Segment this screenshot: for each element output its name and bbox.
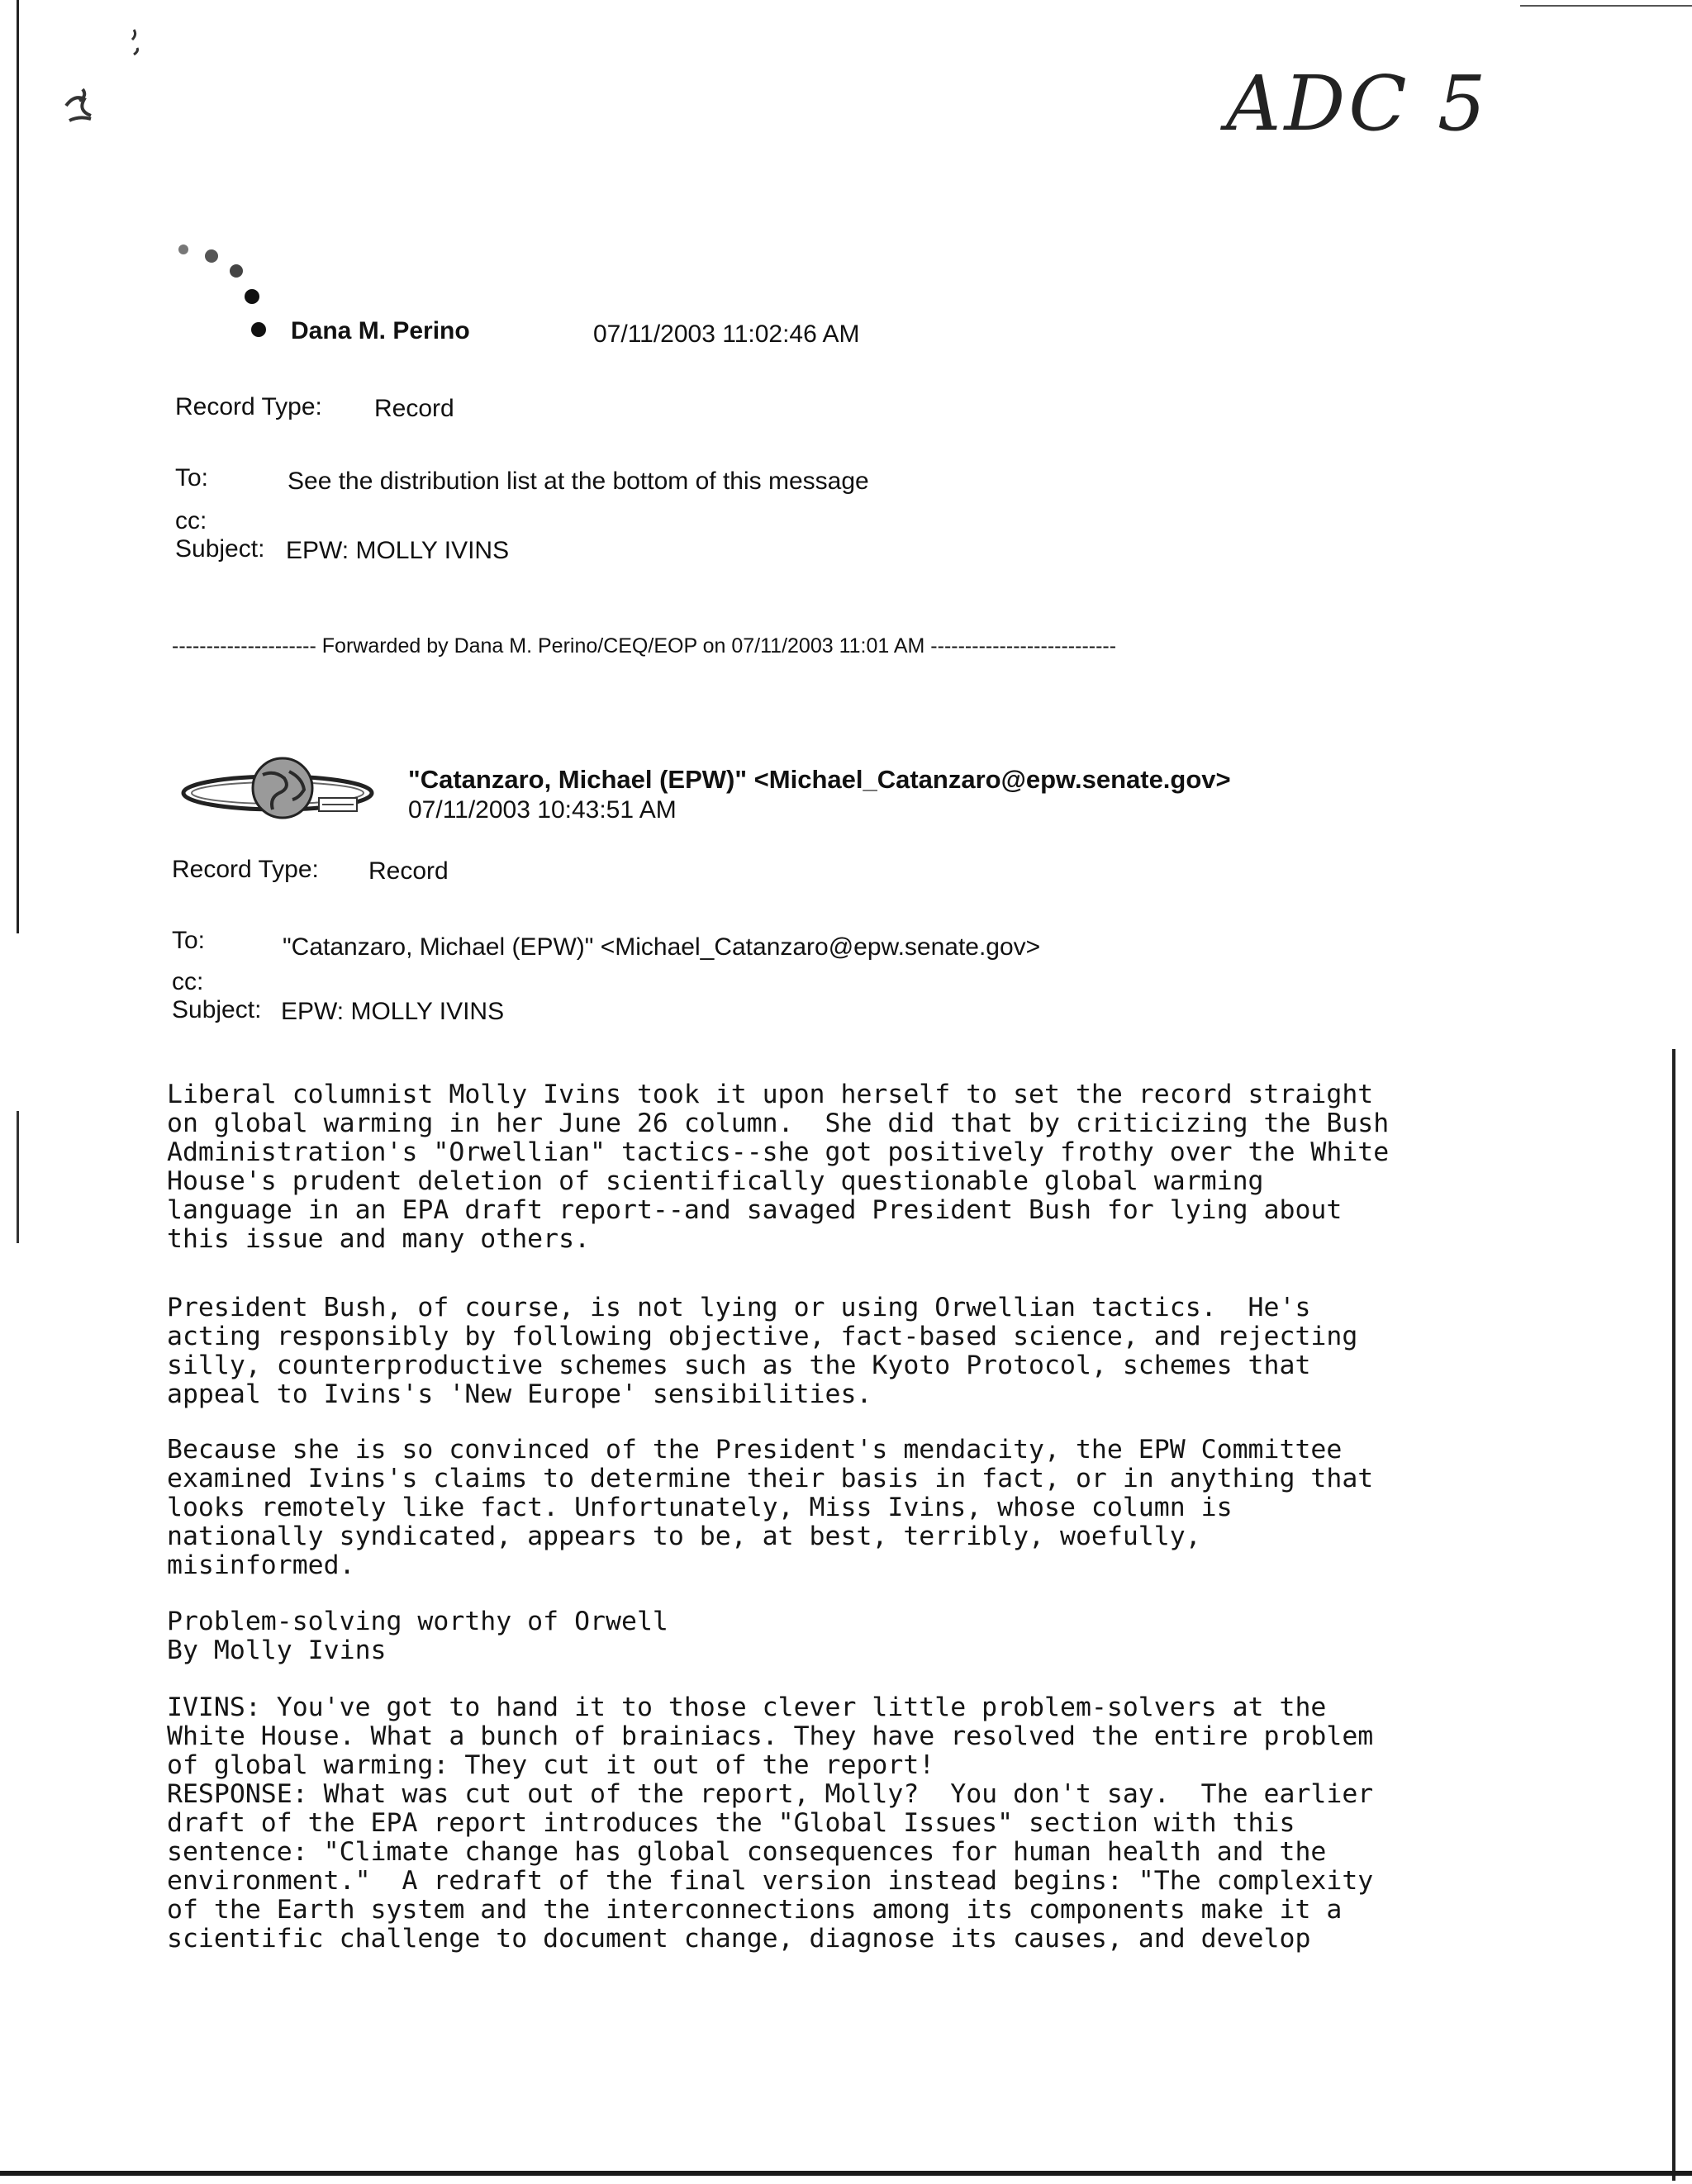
article-title: Problem-solving worthy of Orwell By Molly Ivins: [167, 1607, 668, 1665]
to2-value: "Catanzaro, Michael (EPW)" <Michael_Catanzaro@epw.senate.gov>: [283, 933, 1041, 961]
message-datetime: 07/11/2003 11:02:46 AM: [593, 320, 860, 348]
body-paragraph-2: President Bush, of course, is not lying or using Orwellian tactics. He's acting responsibly by following objective, fact-based science, and rejecting silly, counterproductive schemes such as the Kyoto Protocol, schemes that appeal to Ivins's 'New Europe' sensibilities.: [167, 1293, 1358, 1409]
scan-edge-left-lower: [17, 1111, 19, 1243]
cc-label: cc:: [175, 507, 207, 534]
handwritten-label: ADC 5: [1226, 59, 1490, 148]
to2-label: To:: [172, 927, 206, 954]
subject2-label: Subject:: [172, 996, 262, 1023]
body-paragraph-3: Because she is so convinced of the President's mendacity, the EPW Committee examined Ivins's claims to determine their basis in fact, or in anything that looks remotely like fact. Unfortunately, Miss Ivins, whose column is nationally syndicated, appears to be, at best, terribly, woefully, misinformed.: [167, 1435, 1374, 1580]
body-paragraph-1: Liberal columnist Molly Ivins took it upon herself to set the record straight on global warming in her June 26 column. She did that by criticizing the Bush Administration's "Orwellian" tactics--she got positively frothy over the White House's prudent deletion of scientifically questionable global warming language in an EPA draft report--and savaged President Bush for lying about this issue and many others.: [167, 1080, 1390, 1254]
message2-datetime: 07/11/2003 10:43:51 AM: [408, 796, 677, 824]
body-paragraph-5: IVINS: You've got to hand it to those clever little problem-solvers at the White House. What a bunch of brainiacs. They have resolved the entire problem of global warming: They cut it out of the report! RESPONSE: What was cut out of the report, Molly? You don't say. The earlier draft of the EPA report introduces the "Global Issues" section with this sentence: "Climate change has global consequences for human health and the environment." A redraft of the final version instead begins: "The complexity of the Earth system and the interconnections among its components make it a scientific challenge to document change, diagnose its causes, and develop: [167, 1693, 1374, 1954]
globe-icon: [180, 753, 387, 828]
subject-value: EPW: MOLLY IVINS: [286, 537, 510, 564]
scan-mark: [58, 23, 149, 122]
forwarded-line: --------------------- Forwarded by Dana M. Perino/CEQ/EOP on 07/11/2003 11:01 AM ---------------------------: [172, 634, 1117, 658]
record-type2-value: Record: [368, 857, 449, 885]
sender-name: Dana M. Perino: [291, 317, 470, 344]
to-label: To:: [175, 464, 209, 491]
sender2-name: "Catanzaro, Michael (EPW)" <Michael_Catanzaro@epw.senate.gov>: [408, 765, 1231, 794]
record-type-label: Record Type:: [175, 393, 322, 420]
subject-label: Subject:: [175, 535, 265, 563]
scan-edge-bottom: [0, 2171, 1692, 2176]
scan-edge-left: [17, 0, 19, 933]
record-type2-label: Record Type:: [172, 856, 319, 883]
scan-edge-top: [1520, 5, 1692, 7]
subject2-value: EPW: MOLLY IVINS: [281, 998, 505, 1025]
cc2-label: cc:: [172, 968, 204, 995]
scan-edge-right: [1672, 1049, 1675, 2181]
to-value: See the distribution list at the bottom of this message: [288, 468, 869, 495]
record-type-value: Record: [374, 395, 454, 422]
